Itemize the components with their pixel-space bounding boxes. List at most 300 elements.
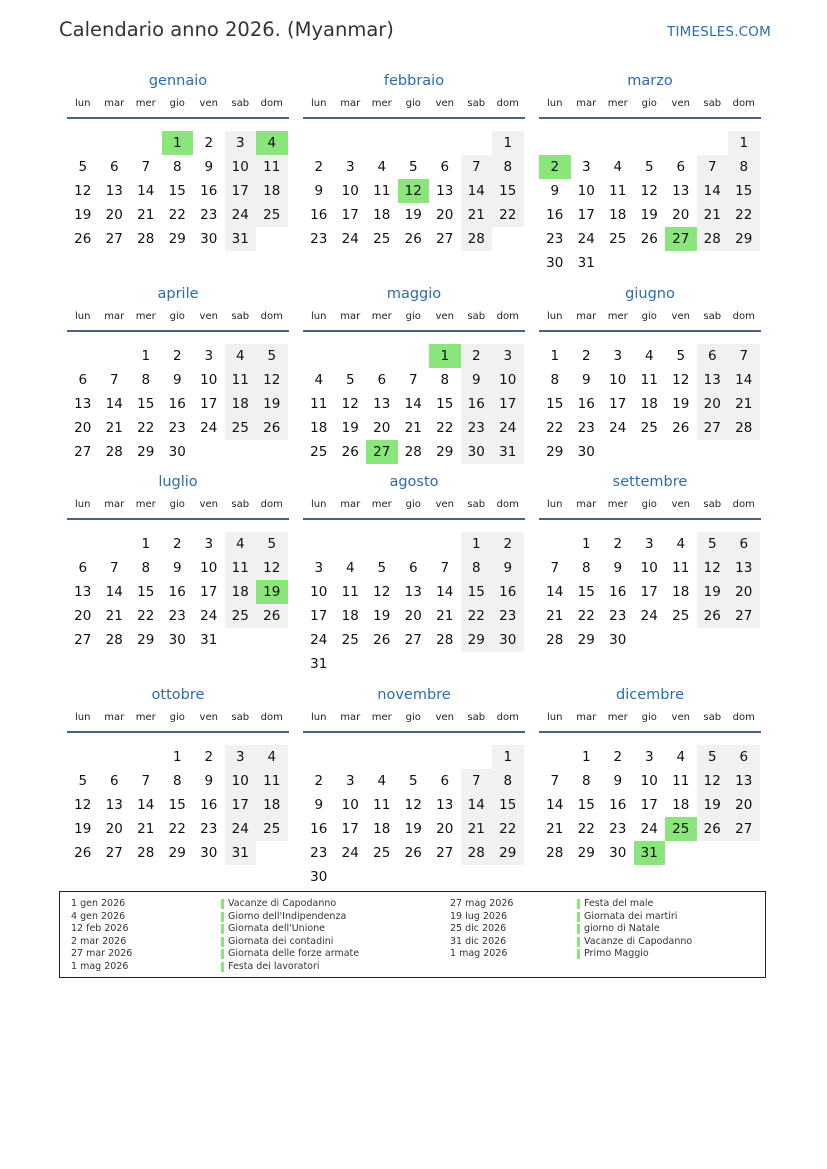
day-cell: 28 (137, 231, 155, 247)
day-cell: 17 (225, 179, 257, 203)
day-cell: 19 (373, 608, 391, 624)
header-divider (303, 117, 525, 119)
day-cell: 7 (550, 560, 560, 576)
day-cell: 13 (105, 797, 123, 813)
day-cell: 22 (168, 821, 186, 837)
day-cell: 15 (577, 584, 595, 600)
day-cell: 21 (461, 203, 493, 227)
weekday-label: gio (641, 499, 657, 510)
day-cell: 7 (440, 560, 450, 576)
day-cell: 28 (436, 632, 454, 648)
weekday-label: sab (231, 311, 250, 322)
day-cell: 26 (373, 632, 391, 648)
day-cell: 3 (345, 773, 355, 789)
day-cell: 15 (492, 793, 524, 817)
month-name: aprile (157, 286, 199, 302)
day-cell: 6 (109, 159, 119, 175)
day-cell: 13 (436, 183, 454, 199)
day-cell: 22 (461, 604, 493, 628)
weekday-label: gio (405, 499, 421, 510)
day-cell: 22 (137, 420, 155, 436)
day-cell: 19 (697, 793, 729, 817)
day-cell: 17 (341, 207, 359, 223)
day-cell: 5 (256, 532, 288, 556)
day-cell: 8 (492, 155, 524, 179)
day-cell: 4 (225, 532, 257, 556)
weekday-label: dom (732, 712, 755, 723)
day-cell: 8 (492, 769, 524, 793)
day-cell: 24 (640, 821, 658, 837)
weekday-label: lun (311, 712, 327, 723)
day-cell: 11 (341, 584, 359, 600)
day-cell: 16 (546, 207, 564, 223)
day-cell: 3 (225, 131, 257, 155)
day-cell: 28 (546, 632, 564, 648)
day-cell: 2 (314, 159, 324, 175)
header-divider (539, 330, 761, 332)
day-cell: 30 (200, 231, 218, 247)
weekday-label: mer (135, 311, 156, 322)
weekday-label: mar (340, 98, 361, 109)
day-cell: 8 (581, 773, 591, 789)
day-cell: 19 (404, 207, 422, 223)
legend-date: 4 gen 2026 (71, 910, 126, 922)
day-cell: 28 (546, 845, 564, 861)
day-cell: 6 (109, 773, 119, 789)
day-cell: 10 (200, 372, 218, 388)
legend-holiday-name: giorno di Natale (584, 923, 660, 934)
day-cell: 27 (74, 632, 92, 648)
day-cell: 10 (225, 155, 257, 179)
day-cell: 15 (492, 179, 524, 203)
day-cell: 8 (172, 773, 182, 789)
day-cell: 8 (728, 155, 760, 179)
day-cell: 2 (581, 348, 591, 364)
weekday-label: sab (703, 499, 722, 510)
holiday-marker (577, 949, 580, 959)
weekday-label: lun (75, 98, 91, 109)
day-cell: 5 (676, 348, 686, 364)
month-settembre (539, 474, 761, 664)
day-cell: 27 (665, 227, 697, 251)
weekday-label: mer (607, 499, 628, 510)
day-cell: 6 (377, 372, 387, 388)
holiday-marker (577, 937, 580, 947)
day-cell: 15 (168, 797, 186, 813)
legend-holiday-name: Vacanze di Capodanno (228, 898, 337, 909)
header-divider (303, 518, 525, 520)
header-divider (303, 731, 525, 733)
day-cell: 14 (461, 179, 493, 203)
weekday-label: ven (671, 499, 690, 510)
day-cell: 30 (492, 628, 524, 652)
header-divider (539, 518, 761, 520)
day-cell: 5 (256, 344, 288, 368)
day-cell: 11 (256, 769, 288, 793)
day-cell: 19 (74, 821, 92, 837)
day-cell: 12 (398, 179, 430, 203)
day-cell: 14 (461, 793, 493, 817)
day-cell: 27 (728, 604, 760, 628)
day-cell: 14 (728, 368, 760, 392)
day-cell: 6 (78, 372, 88, 388)
day-cell: 5 (345, 372, 355, 388)
day-cell: 12 (341, 396, 359, 412)
weekday-label: ven (671, 98, 690, 109)
day-cell: 20 (436, 821, 454, 837)
day-cell: 28 (461, 227, 493, 251)
day-cell: 30 (168, 632, 186, 648)
day-cell: 17 (200, 396, 218, 412)
day-cell: 20 (436, 207, 454, 223)
legend-holiday-name: Festa del male (584, 898, 654, 909)
day-cell: 4 (225, 344, 257, 368)
day-cell: 24 (225, 203, 257, 227)
month-aprile (67, 286, 289, 476)
month-name: luglio (158, 474, 198, 490)
day-cell: 25 (225, 604, 257, 628)
page-title: Calendario anno 2026. (Myanmar) (59, 18, 394, 41)
day-cell: 17 (225, 793, 257, 817)
day-cell: 18 (640, 396, 658, 412)
weekday-label: mar (576, 311, 597, 322)
holiday-marker (221, 937, 224, 947)
day-cell: 18 (373, 207, 391, 223)
day-cell: 29 (168, 845, 186, 861)
weekday-label: ven (435, 98, 454, 109)
day-cell: 24 (310, 632, 328, 648)
day-cell: 23 (168, 420, 186, 436)
day-cell: 6 (440, 159, 450, 175)
day-cell: 12 (373, 584, 391, 600)
holiday-marker (577, 912, 580, 922)
day-cell: 4 (676, 749, 686, 765)
day-cell: 21 (404, 420, 422, 436)
day-cell: 19 (404, 821, 422, 837)
weekday-label: sab (231, 98, 250, 109)
day-cell: 10 (609, 372, 627, 388)
day-cell: 30 (310, 869, 328, 885)
day-cell: 13 (728, 556, 760, 580)
day-cell: 26 (697, 817, 729, 841)
weekday-label: mar (576, 499, 597, 510)
day-cell: 22 (168, 207, 186, 223)
day-cell: 23 (492, 604, 524, 628)
day-cell: 15 (728, 179, 760, 203)
legend-holiday-name: Festa dei lavoratori (228, 960, 320, 972)
day-cell: 27 (74, 444, 92, 460)
weekday-label: sab (467, 98, 486, 109)
day-cell: 19 (697, 580, 729, 604)
day-cell: 25 (373, 845, 391, 861)
day-cell: 6 (440, 773, 450, 789)
month-name: maggio (386, 286, 442, 302)
day-cell: 6 (676, 159, 686, 175)
day-cell: 24 (609, 420, 627, 436)
day-cell: 12 (404, 797, 422, 813)
month-gennaio (67, 73, 289, 263)
month-ottobre (67, 687, 289, 877)
day-cell: 3 (204, 348, 214, 364)
day-cell: 7 (141, 773, 151, 789)
day-cell: 21 (461, 817, 493, 841)
day-cell: 13 (105, 183, 123, 199)
day-cell: 21 (728, 392, 760, 416)
day-cell: 22 (577, 608, 595, 624)
day-cell: 21 (137, 207, 155, 223)
day-cell: 31 (225, 841, 257, 865)
day-cell: 28 (105, 632, 123, 648)
day-cell: 28 (404, 444, 422, 460)
weekday-label: ven (435, 311, 454, 322)
day-cell: 29 (546, 444, 564, 460)
day-cell: 20 (672, 207, 690, 223)
month-name: gennaio (148, 73, 208, 89)
day-cell: 26 (697, 604, 729, 628)
day-cell: 31 (200, 632, 218, 648)
day-cell: 8 (141, 560, 151, 576)
weekday-label: lun (311, 311, 327, 322)
day-cell: 24 (640, 608, 658, 624)
day-cell: 4 (314, 372, 324, 388)
day-cell: 11 (609, 183, 627, 199)
day-cell: 15 (461, 580, 493, 604)
day-cell: 4 (613, 159, 623, 175)
weekday-label: mar (576, 98, 597, 109)
day-cell: 14 (697, 179, 729, 203)
day-cell: 29 (577, 845, 595, 861)
day-cell: 7 (141, 159, 151, 175)
day-cell: 3 (314, 560, 324, 576)
day-cell: 25 (341, 632, 359, 648)
weekday-label: sab (703, 98, 722, 109)
day-cell: 26 (74, 845, 92, 861)
day-cell: 27 (436, 231, 454, 247)
day-cell: 21 (697, 203, 729, 227)
day-cell: 16 (168, 584, 186, 600)
day-cell: 17 (341, 821, 359, 837)
weekday-label: mer (135, 712, 156, 723)
day-cell: 19 (74, 207, 92, 223)
month-name: giugno (625, 286, 675, 302)
weekday-label: mar (576, 712, 597, 723)
day-cell: 17 (640, 797, 658, 813)
weekday-label: dom (496, 311, 519, 322)
weekday-label: sab (467, 712, 486, 723)
day-cell: 26 (341, 444, 359, 460)
weekday-label: gio (405, 98, 421, 109)
day-cell: 16 (461, 392, 493, 416)
weekday-label: mar (104, 98, 125, 109)
day-cell: 3 (204, 536, 214, 552)
day-cell: 11 (373, 183, 391, 199)
day-cell: 16 (492, 580, 524, 604)
month-name: dicembre (615, 687, 685, 703)
weekday-label: sab (467, 311, 486, 322)
legend-date: 1 mag 2026 (450, 948, 508, 959)
day-cell: 15 (436, 396, 454, 412)
day-cell: 26 (256, 416, 288, 440)
holiday-marker (221, 962, 224, 972)
day-cell: 1 (728, 131, 760, 155)
day-cell: 31 (225, 227, 257, 251)
day-cell: 9 (204, 773, 214, 789)
day-cell: 12 (697, 769, 729, 793)
day-cell: 13 (436, 797, 454, 813)
day-cell: 9 (613, 560, 623, 576)
day-cell: 1 (461, 532, 493, 556)
day-cell: 10 (341, 183, 359, 199)
day-cell: 21 (137, 821, 155, 837)
weekday-label: mer (135, 499, 156, 510)
weekday-label: gio (169, 499, 185, 510)
day-cell: 23 (577, 420, 595, 436)
day-cell: 2 (613, 536, 623, 552)
weekday-label: sab (231, 712, 250, 723)
day-cell: 28 (461, 841, 493, 865)
day-cell: 29 (137, 444, 155, 460)
day-cell: 12 (640, 183, 658, 199)
day-cell: 5 (408, 159, 418, 175)
day-cell: 20 (373, 420, 391, 436)
day-cell: 30 (546, 255, 564, 271)
header-divider (539, 117, 761, 119)
month-luglio (67, 474, 289, 664)
day-cell: 9 (461, 368, 493, 392)
day-cell: 13 (74, 584, 92, 600)
day-cell: 13 (672, 183, 690, 199)
header-divider (539, 731, 761, 733)
day-cell: 15 (577, 797, 595, 813)
day-cell: 3 (644, 536, 654, 552)
weekday-label: lun (75, 499, 91, 510)
day-cell: 16 (310, 207, 328, 223)
day-cell: 21 (436, 608, 454, 624)
day-cell: 27 (728, 817, 760, 841)
day-cell: 22 (728, 203, 760, 227)
day-cell: 10 (492, 368, 524, 392)
day-cell: 26 (672, 420, 690, 436)
day-cell: 21 (546, 821, 564, 837)
day-cell: 12 (672, 372, 690, 388)
holiday-marker (221, 949, 224, 959)
day-cell: 9 (172, 560, 182, 576)
day-cell: 11 (672, 560, 690, 576)
day-cell: 23 (461, 416, 493, 440)
day-cell: 31 (310, 656, 328, 672)
weekday-label: lun (311, 499, 327, 510)
day-cell: 17 (640, 584, 658, 600)
day-cell: 13 (697, 368, 729, 392)
site-link[interactable]: TIMESLES.COM (667, 24, 771, 40)
day-cell: 30 (168, 444, 186, 460)
day-cell: 25 (310, 444, 328, 460)
weekday-label: gio (405, 712, 421, 723)
day-cell: 5 (644, 159, 654, 175)
day-cell: 11 (225, 368, 257, 392)
day-cell: 22 (436, 420, 454, 436)
weekday-label: gio (641, 311, 657, 322)
weekday-label: dom (260, 499, 283, 510)
day-cell: 24 (200, 608, 218, 624)
month-name: settembre (612, 474, 688, 490)
month-name: agosto (389, 474, 439, 490)
day-cell: 16 (200, 797, 218, 813)
day-cell: 30 (609, 845, 627, 861)
day-cell: 10 (341, 797, 359, 813)
day-cell: 5 (408, 773, 418, 789)
day-cell: 28 (728, 416, 760, 440)
day-cell: 2 (204, 749, 214, 765)
day-cell: 20 (728, 580, 760, 604)
day-cell: 3 (225, 745, 257, 769)
weekday-label: dom (260, 98, 283, 109)
weekday-label: ven (199, 311, 218, 322)
day-cell: 23 (200, 821, 218, 837)
day-cell: 5 (78, 159, 88, 175)
weekday-label: mar (104, 499, 125, 510)
day-cell: 5 (697, 745, 729, 769)
day-cell: 2 (539, 155, 571, 179)
month-marzo (539, 73, 761, 271)
legend-date: 25 dic 2026 (450, 923, 507, 934)
day-cell: 16 (609, 797, 627, 813)
day-cell: 2 (172, 536, 182, 552)
header-divider (67, 330, 289, 332)
day-cell: 9 (204, 159, 214, 175)
weekday-label: mer (371, 499, 392, 510)
weekday-label: dom (260, 712, 283, 723)
day-cell: 9 (314, 797, 324, 813)
day-cell: 21 (546, 608, 564, 624)
day-cell: 23 (168, 608, 186, 624)
day-cell: 31 (577, 255, 595, 271)
weekday-label: dom (732, 499, 755, 510)
day-cell: 26 (74, 231, 92, 247)
day-cell: 21 (105, 608, 123, 624)
day-cell: 27 (366, 440, 398, 464)
day-cell: 18 (225, 392, 257, 416)
day-cell: 16 (200, 183, 218, 199)
day-cell: 6 (697, 344, 729, 368)
legend-date: 12 feb 2026 (71, 923, 129, 934)
day-cell: 9 (613, 773, 623, 789)
legend-holiday-name: Giornata delle forze armate (228, 948, 360, 959)
day-cell: 12 (74, 183, 92, 199)
day-cell: 7 (109, 560, 119, 576)
day-cell: 23 (310, 845, 328, 861)
day-cell: 28 (105, 444, 123, 460)
legend-date: 1 gen 2026 (71, 898, 126, 909)
day-cell: 27 (105, 845, 123, 861)
day-cell: 4 (644, 348, 654, 364)
day-cell: 13 (373, 396, 391, 412)
day-cell: 17 (609, 396, 627, 412)
month-name: novembre (377, 687, 451, 703)
weekday-label: ven (199, 98, 218, 109)
day-cell: 9 (550, 183, 560, 199)
day-cell: 28 (697, 227, 729, 251)
legend-holiday-name: Giornata dei contadini (228, 935, 334, 947)
day-cell: 5 (697, 532, 729, 556)
day-cell: 13 (74, 396, 92, 412)
day-cell: 6 (78, 560, 88, 576)
day-cell: 14 (404, 396, 422, 412)
day-cell: 6 (408, 560, 418, 576)
day-cell: 20 (105, 207, 123, 223)
header-divider (67, 731, 289, 733)
day-cell: 23 (609, 821, 627, 837)
